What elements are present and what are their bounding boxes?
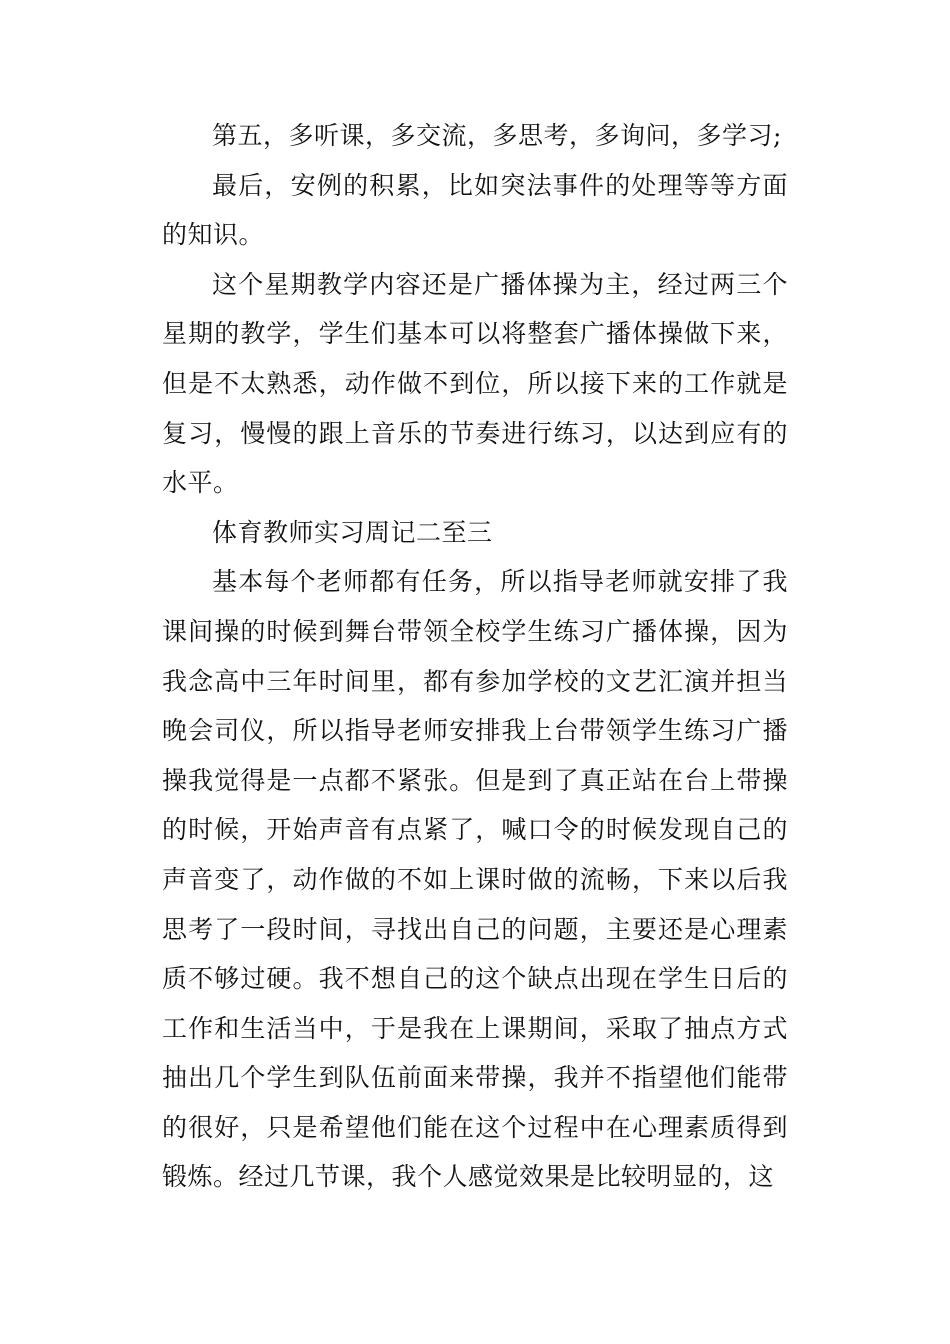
section-heading: 体育教师实习周记二至三 — [212, 517, 493, 547]
paragraph-fifth-point: 第五，多听课，多交流，多思考，多询问，多学习; — [212, 121, 782, 150]
paragraph-leading-exercise: 基本每个老师都有任务，所以指导老师就安排了我课间操的时候到舞台带领全校学生练习广播体操，因为我念高中三年时间里，都有参加学校的文艺汇演并担当晚会司仪，所以指导老师安排我上台带领学生练习广播操我觉得是一点都不紧张。但是到了真正站在台上带操的时候，开始声音有点紧了，喊口令的时候发现自己的声音变了，动作做的不如上课时做的流畅，下来以后我思考了一段时间，寻找出自己的问题，主要还是心理素质不够过硬。我不想自己的这个缺点出现在学生日后的工作和生活当中，于是我在上课期间，采取了抽点方式抽出几个学生到队伍前面来带操，我并不指望他们能带的很好，只是希望他们能在这个过程中在心理素质得到锻炼。经过几节课，我个人感觉效果是比较明显的，这 — [162, 567, 788, 1192]
document-body — [162, 111, 788, 1202]
paragraph-weekly-teaching: 这个星期教学内容还是广播体操为主，经过两三个星期的教学，学生们基本可以将整套广播体操做下来，但是不太熟悉，动作做不到位，所以接下来的工作就是复习，慢慢的跟上音乐的节奏进行练习，以达到应有的水平。 — [162, 269, 788, 498]
paragraph-last-point: 最后，安例的积累，比如突法事件的处理等等方面的知识。 — [162, 170, 788, 250]
